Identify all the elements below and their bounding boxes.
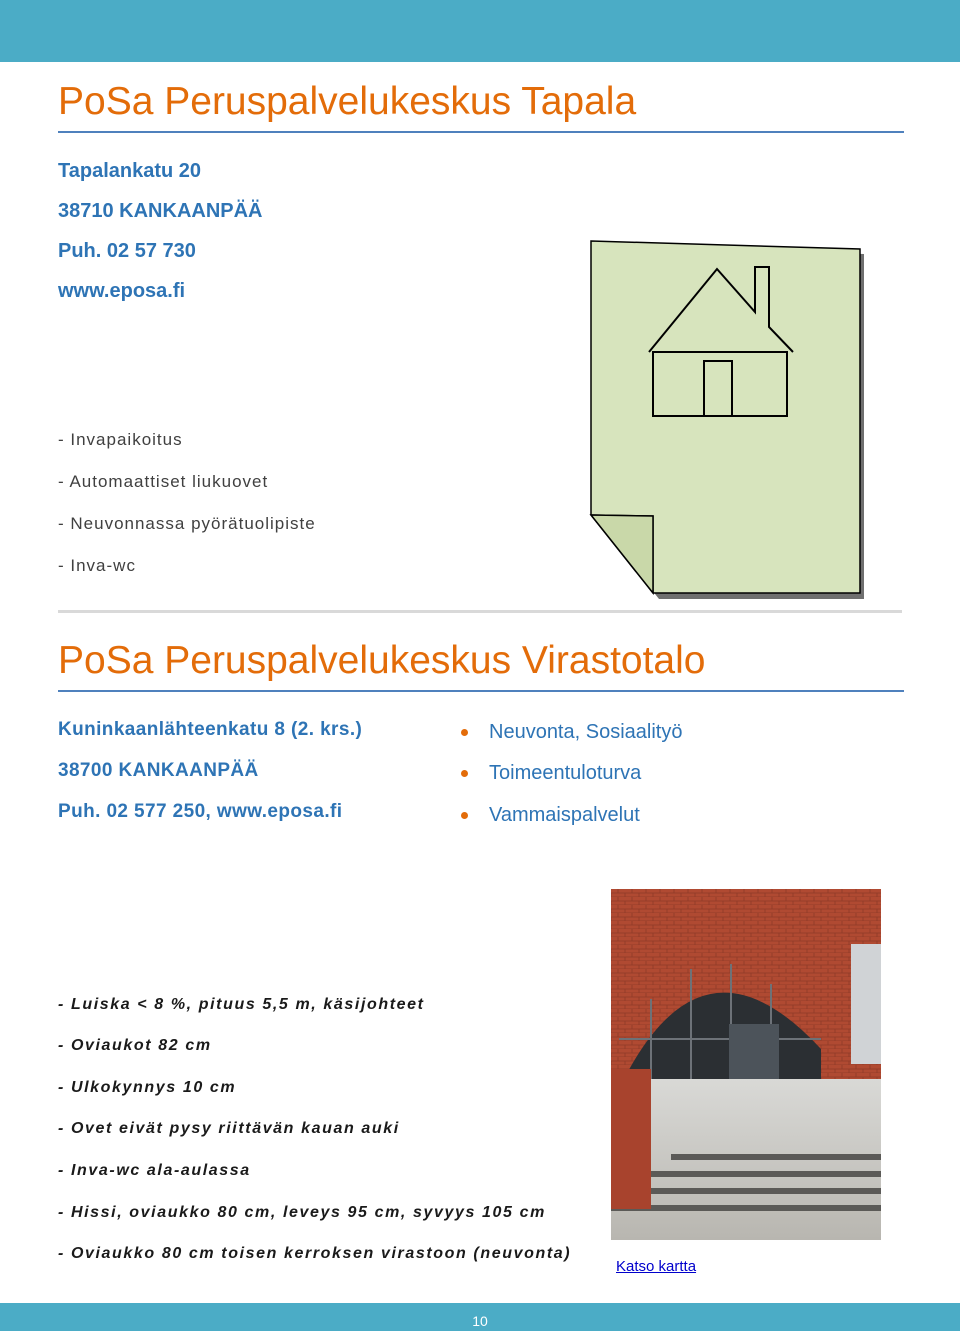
building-photo — [611, 889, 881, 1240]
accessibility-item: - Hissi, oviaukko 80 cm, leveys 95 cm, syvyys 105 cm — [58, 1204, 546, 1221]
accessibility-item: - Oviaukko 80 cm toisen kerroksen virastoon (neuvonta) — [58, 1245, 572, 1262]
feature-item: - Neuvonnassa pyörätuolipiste — [58, 514, 316, 533]
accessibility-item: - Oviaukot 82 cm — [58, 1037, 212, 1054]
accessibility-item: - Ulkokynnys 10 cm — [58, 1079, 237, 1096]
bullet-icon — [461, 812, 468, 819]
bullet-icon — [461, 770, 468, 777]
tapala-phone: Puh. 02 57 730 — [58, 240, 196, 262]
feature-item: - Automaattiset liukuovet — [58, 472, 269, 491]
tapala-postal: 38710 KANKAANPÄÄ — [58, 200, 263, 222]
header-bar — [0, 0, 960, 62]
map-link[interactable]: Katso kartta — [616, 1258, 697, 1275]
title-divider — [58, 131, 904, 133]
bullet-icon — [461, 729, 468, 736]
feature-item: - Inva-wc — [58, 556, 136, 575]
service-item: Toimeentuloturva — [489, 762, 642, 784]
section-divider — [58, 610, 902, 613]
title-divider — [58, 690, 904, 692]
service-item: Vammaispalvelut — [489, 804, 640, 826]
feature-item: - Invapaikoitus — [58, 430, 183, 449]
accessibility-item: - Luiska < 8 %, pituus 5,5 m, käsijohteet — [58, 996, 425, 1013]
accessibility-item: - Ovet eivät pysy riittävän kauan auki — [58, 1120, 400, 1137]
service-item: Neuvonta, Sosiaalityö — [489, 721, 683, 743]
tapala-web: www.eposa.fi — [58, 280, 186, 302]
virastotalo-phone-web: Puh. 02 577 250, www.eposa.fi — [58, 801, 343, 822]
tapala-title: PoSa Peruspalvelukeskus Tapala — [58, 80, 637, 123]
page-number: 10 — [472, 1313, 488, 1329]
image-placeholder-house-icon — [589, 239, 864, 599]
virastotalo-title: PoSa Peruspalvelukeskus Virastotalo — [58, 639, 706, 682]
accessibility-item: - Inva-wc ala-aulassa — [58, 1162, 251, 1179]
tapala-street: Tapalankatu 20 — [58, 160, 202, 182]
virastotalo-street: Kuninkaanlähteenkatu 8 (2. krs.) — [58, 719, 363, 740]
virastotalo-postal: 38700 KANKAANPÄÄ — [58, 760, 259, 781]
